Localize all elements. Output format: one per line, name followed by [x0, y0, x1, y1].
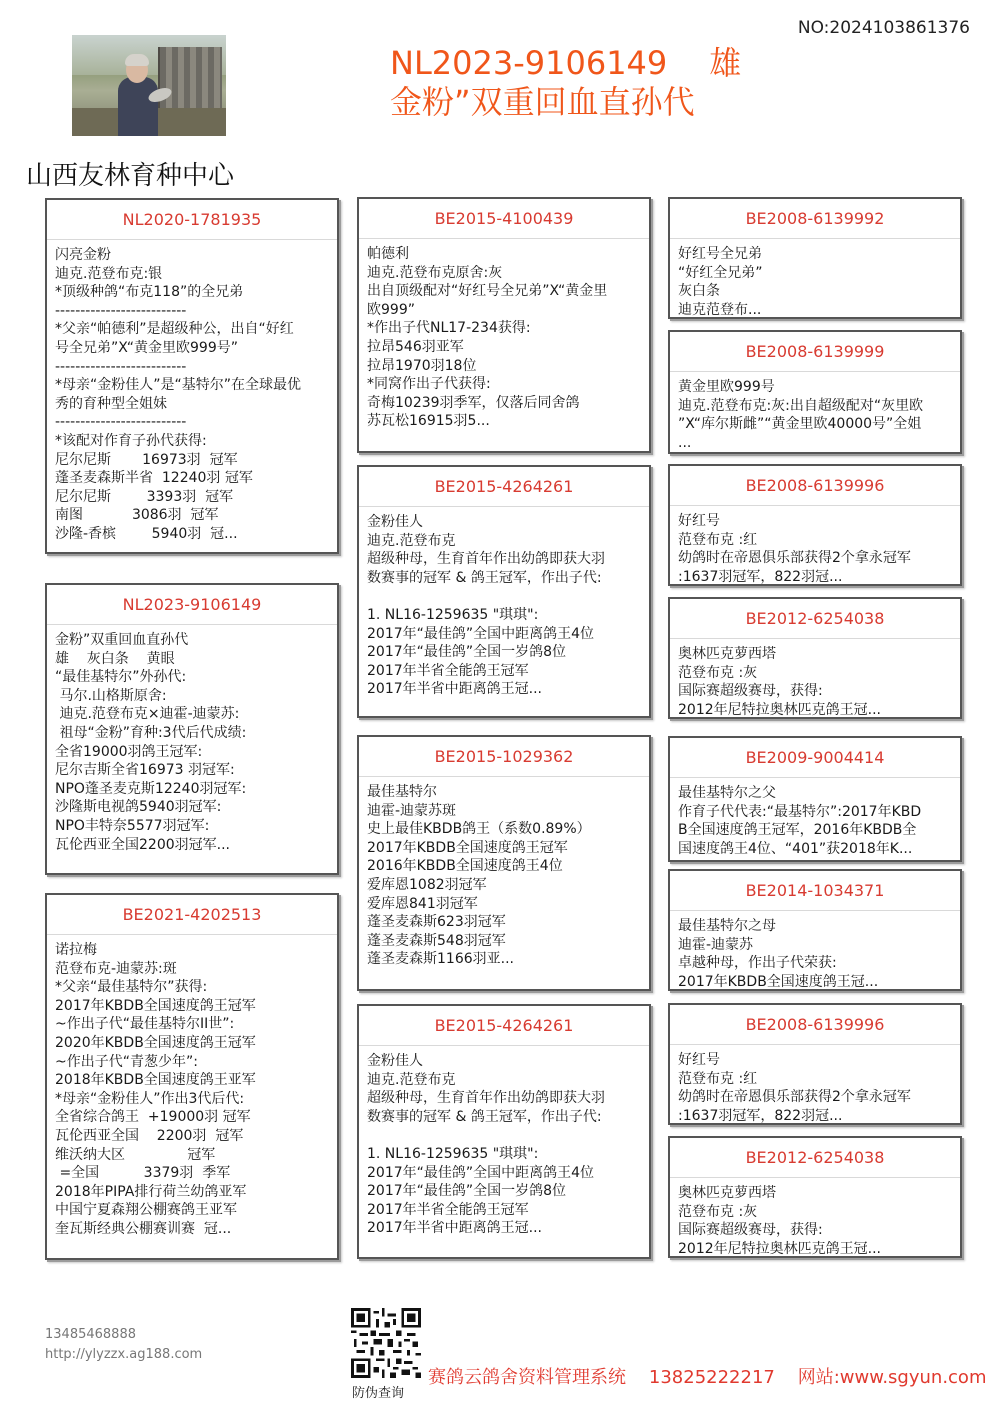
- card-ring-number: BE2015-4100439: [359, 199, 649, 239]
- qr-caption: 防伪查询: [352, 1386, 405, 1401]
- card-details: 最佳基特尔之母 迪霍-迪蒙苏 卓越种母，作出子代荣获: 2017年KBDB全国速度鸽王冠...: [678, 918, 879, 990]
- title-subtitle: 金粉”双重回血直孙代: [390, 83, 695, 121]
- pedigree-card-ggs-1: [668, 197, 962, 319]
- card-details: 诺拉梅 范登布克-迪蒙苏:斑 *父亲“最佳基特尔”获得: 2017年KBDB全国速度鸽王冠军 ~作出子代“最佳基特尔II世”: 2020年KBDB全国速度鸽王冠军 ~作出子代“青葱少年”: 2018年KBDB全国速度鸽王亚军 *母亲“金粉佳人”作出3代后代: 全省综合鸽王 +19000羽 冠军 瓦伦西亚全国 2200羽 冠军 维沃纳大区 冠军 =全国 3379羽 季军 2018年PIPA排行荷兰幼鸽亚军 中国宁夏森翔公棚赛鸽王亚军 奎瓦斯经典公棚赛训赛 冠...: [55, 942, 256, 1237]
- card-details: 奥林匹克萝西塔 范登布克 :灰 国际赛超级赛母，获得: 2012年尼特拉奥林匹克鸽王冠...: [678, 1185, 881, 1257]
- card-ring-number: NL2020-1781935: [47, 200, 337, 240]
- card-ring-number: BE2015-1029362: [359, 737, 649, 777]
- card-details: 黄金里欧999号 迪克.范登布克:灰:出自超级配对“灰里欧 ”X“库尔斯雌”“黄金里欧40000号”全姐 ...: [678, 379, 924, 451]
- document-number: NO:2024103861376: [797, 18, 970, 38]
- pedigree-card-grandsire-1: [357, 197, 651, 453]
- title-ring-number: NL2023-9106149: [390, 44, 668, 82]
- pedigree-card-ggs-3: [668, 736, 962, 862]
- pedigree-card-ggd-1: [668, 330, 962, 454]
- card-ring-number: BE2015-4264261: [359, 467, 649, 507]
- card-ring-number: BE2012-6254038: [670, 599, 960, 639]
- card-details: 好红号全兄弟 “好红全兄弟” 灰白条 迪克范登布...: [678, 246, 763, 318]
- card-details: 好红号 范登布克 :红 幼鸽时在帝恩俱乐部获得2个拿永冠军 :1637羽冠军，822羽冠...: [678, 1052, 911, 1124]
- card-ring-number: BE2012-6254038: [670, 1138, 960, 1178]
- card-ring-number: BE2015-4264261: [359, 1006, 649, 1046]
- pedigree-card-subject-sire: [45, 198, 339, 554]
- card-ring-number: BE2008-6139996: [670, 1005, 960, 1045]
- card-details: 金粉”双重回血直孙代 雄 灰白条 黄眼 “最佳基特尔”外孙代: 马尔.山格斯原舍: 迪克.范登布克×迪霍-迪蒙苏: 祖母“金粉”育种:3代后代成绩: 全省19000羽鸽王冠军: 尼尔吉斯全省16973 羽冠军: NPO蓬圣麦克斯12240羽冠军: 沙隆斯电视鸽5940羽冠军: NPO丰特奈5577羽冠军: 瓦伦西亚全国2200羽冠军...: [55, 632, 247, 853]
- contact-phone: 13485468888: [45, 1327, 136, 1342]
- card-details: 帕德利 迪克.范登布克原舍:灰 出自顶级配对“好红号全兄弟”X“黄金里 欧999” *作出子代NL17-234获得: 拉昂546羽亚军 拉昂1970羽18位 *同窝作出子代获得: 奇梅10239羽季军，仅落后同舍鸽 苏瓦松16915羽5...: [367, 246, 608, 430]
- card-details: 闪亮金粉 迪克.范登布克:银 *顶级种鸽“布克118”的全兄弟 -------------------------- *父亲“帕德利”是超级种公，出自“好红 号全兄弟”X“黄金里欧999号” -------------------------- *母亲“金粉佳人”是“基特尔”在全球最优 秀的育种型全姐妹 -------------------------- *该配对作育子孙代获得: 尼尔尼斯 16973羽 冠军 蓬圣麦森斯半省 12240羽 冠军 尼尔尼斯 3393羽 冠军 南图 3086羽 冠军 沙隆-香槟 5940羽 冠...: [55, 247, 302, 542]
- pedigree-card-ggd-4: [668, 1136, 962, 1258]
- footer-contact: [45, 1325, 202, 1365]
- loft-name: 山西友林育种中心: [26, 161, 235, 191]
- pedigree-card-granddam-1: [357, 465, 651, 718]
- card-details: 金粉佳人 迪克.范登布克 超级种母，生育首年作出幼鸽即获大羽 数赛事的冠军 & 鸽王冠军，作出子代: 1. NL16-1259635 "琪琪": 2017年“最佳鸽”全国中距离鸽王4位 2017年“最佳鸽”全国一岁鸽8位 2017年半省全能鸽王冠军 2017年半省中距离鸽王冠...: [367, 1053, 605, 1237]
- card-ring-number: BE2008-6139992: [670, 199, 960, 239]
- title-sex: 雄: [709, 44, 742, 82]
- breeder-photo-icon: [72, 35, 226, 136]
- card-details: 最佳基特尔 迪霍-迪蒙苏斑 史上最佳KBDB鸽王（系数0.89%） 2017年KBDB全国速度鸽王冠军 2016年KBDB全国速度鸽王4位 爱库恩1082羽冠军 爱库恩841羽冠军 蓬圣麦森斯623羽冠军 蓬圣麦森斯548羽冠军 蓬圣麦森斯1166羽亚...: [367, 784, 591, 968]
- card-ring-number: BE2008-6139996: [670, 466, 960, 506]
- card-details: 好红号 范登布克 :红 幼鸽时在帝恩俱乐部获得2个拿永冠军 :1637羽冠军，822羽冠...: [678, 513, 911, 585]
- card-ring-number: NL2023-9106149: [47, 585, 337, 625]
- card-ring-number: BE2014-1034371: [670, 871, 960, 911]
- pedigree-card-granddam-2: [357, 1004, 651, 1259]
- qr-code-icon: [351, 1308, 421, 1378]
- pedigree-card-subject: [45, 583, 339, 875]
- contact-url[interactable]: http://ylyzzx.ag188.com: [45, 1347, 203, 1362]
- card-details: 最佳基特尔之父 作育子代代表:“最基特尔”:2017年KBD B全国速度鸽王冠军，2016年KBDB全 国速度鸽王4位、“401”获2018年K...: [678, 785, 922, 857]
- card-details: 奥林匹克萝西塔 范登布克 :灰 国际赛超级赛母，获得: 2012年尼特拉奥林匹克鸽王冠...: [678, 646, 881, 718]
- pedigree-card-subject-dam: [45, 893, 339, 1260]
- footer-system-info: 赛鸽云鸽舍资料管理系统 13825222217 网站:www.sgyun.com: [428, 1367, 987, 1388]
- page-title: [390, 44, 741, 122]
- pedigree-card-ggd-2: [668, 597, 962, 719]
- pedigree-card-grandsire-2: [357, 735, 651, 991]
- card-details: 金粉佳人 迪克.范登布克 超级种母，生育首年作出幼鸽即获大羽 数赛事的冠军 & 鸽王冠军，作出子代: 1. NL16-1259635 "琪琪": 2017年“最佳鸽”全国中距离鸽王4位 2017年“最佳鸽”全国一岁鸽8位 2017年半省全能鸽王冠军 2017年半省中距离鸽王冠...: [367, 514, 605, 698]
- pedigree-card-ggs-4: [668, 1003, 962, 1125]
- card-ring-number: BE2009-9004414: [670, 738, 960, 778]
- card-ring-number: BE2008-6139999: [670, 332, 960, 372]
- pedigree-card-ggs-2: [668, 464, 962, 586]
- card-ring-number: BE2021-4202513: [47, 895, 337, 935]
- pedigree-card-ggd-3: [668, 869, 962, 991]
